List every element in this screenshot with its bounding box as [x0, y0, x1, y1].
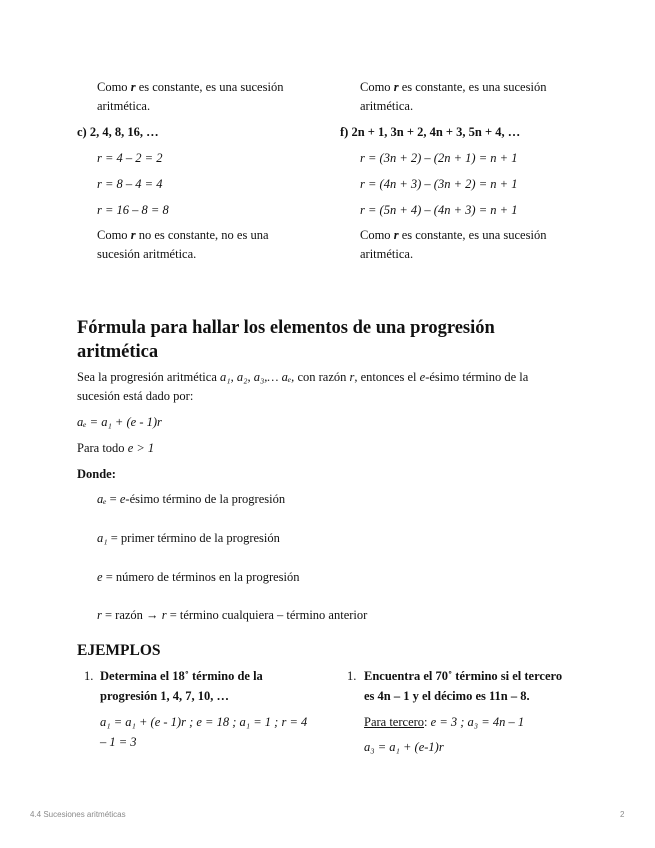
- page-number: 2: [620, 810, 625, 819]
- right-conclusion-line2: aritmética.: [360, 247, 414, 261]
- right-example-number: 1.: [347, 669, 357, 683]
- intro-line1: Sea la progresión aritmética a₁, a₂, a₃,… aₑ, con razón r, entonces el e-ésimo término de la: [77, 370, 529, 384]
- left-example-work-line2: – 1 = 3: [100, 735, 137, 749]
- left-prev-conclusion-line1: Como r es constante, es una sucesión: [97, 80, 284, 94]
- general-term-formula: aₑ = a₁ + (e - 1)r: [77, 415, 162, 429]
- left-example-title-line2: progresión 1, 4, 7, 10, …: [100, 689, 230, 703]
- right-prev-conclusion-line2: aritmética.: [360, 99, 414, 113]
- left-example-title-line1: Determina el 18˚ término de la: [100, 669, 263, 683]
- right-eq-1: r = (3n + 2) – (2n + 1) = n + 1: [360, 151, 518, 165]
- right-example-tercero: Para tercero: e = 3 ; a₃ = 4n – 1: [364, 715, 525, 729]
- donde-label: Donde:: [77, 467, 116, 481]
- left-example-work-line1: a₁ = a₁ + (e - 1)r ; e = 18 ; a₁ = 1 ; r = 4: [100, 715, 308, 729]
- right-prev-conclusion-line1: Como r es constante, es una sucesión: [360, 80, 547, 94]
- intro-line2: sucesión está dado por:: [77, 389, 194, 403]
- problem-c: c) 2, 4, 8, 16, …: [77, 125, 159, 139]
- left-eq-3: r = 16 – 8 = 8: [97, 203, 169, 217]
- footer-section-label: 4.4 Sucesiones aritméticas: [30, 810, 126, 819]
- problem-f: f) 2n + 1, 3n + 2, 4n + 3, 5n + 4, …: [340, 125, 521, 139]
- left-eq-2: r = 8 – 4 = 4: [97, 177, 163, 191]
- right-conclusion-line1: Como r es constante, es una sucesión: [360, 228, 547, 242]
- left-conclusion-line1: Como r no es constante, no es una: [97, 228, 269, 242]
- condition-line: Para todo e > 1: [77, 441, 155, 455]
- right-example-title-line1: Encuentra el 70˚ término si el tercero: [364, 669, 563, 683]
- left-prev-conclusion-line2: aritmética.: [97, 99, 151, 113]
- section-title-line2: aritmética: [77, 342, 159, 362]
- definition-e: e = número de términos en la progresión: [97, 570, 300, 584]
- right-example-title-line2: es 4n – 1 y el décimo es 11n – 8.: [364, 689, 530, 703]
- left-example-number: 1.: [84, 669, 94, 683]
- examples-heading: EJEMPLOS: [77, 642, 161, 659]
- definition-a1: a₁ = primer término de la progresión: [97, 531, 280, 545]
- section-title-line1: Fórmula para hallar los elementos de una progresión: [77, 318, 495, 338]
- definition-ae: aₑ = e-ésimo término de la progresión: [97, 492, 286, 506]
- right-example-formula: a₃ = a₁ + (e-1)r: [364, 740, 444, 754]
- definition-r: r = razón → r = término cualquiera – término anterior: [97, 608, 368, 622]
- left-conclusion-line2: sucesión aritmética.: [97, 247, 197, 261]
- left-eq-1: r = 4 – 2 = 2: [97, 151, 163, 165]
- right-eq-2: r = (4n + 3) – (3n + 2) = n + 1: [360, 177, 518, 191]
- right-eq-3: r = (5n + 4) – (4n + 3) = n + 1: [360, 203, 518, 217]
